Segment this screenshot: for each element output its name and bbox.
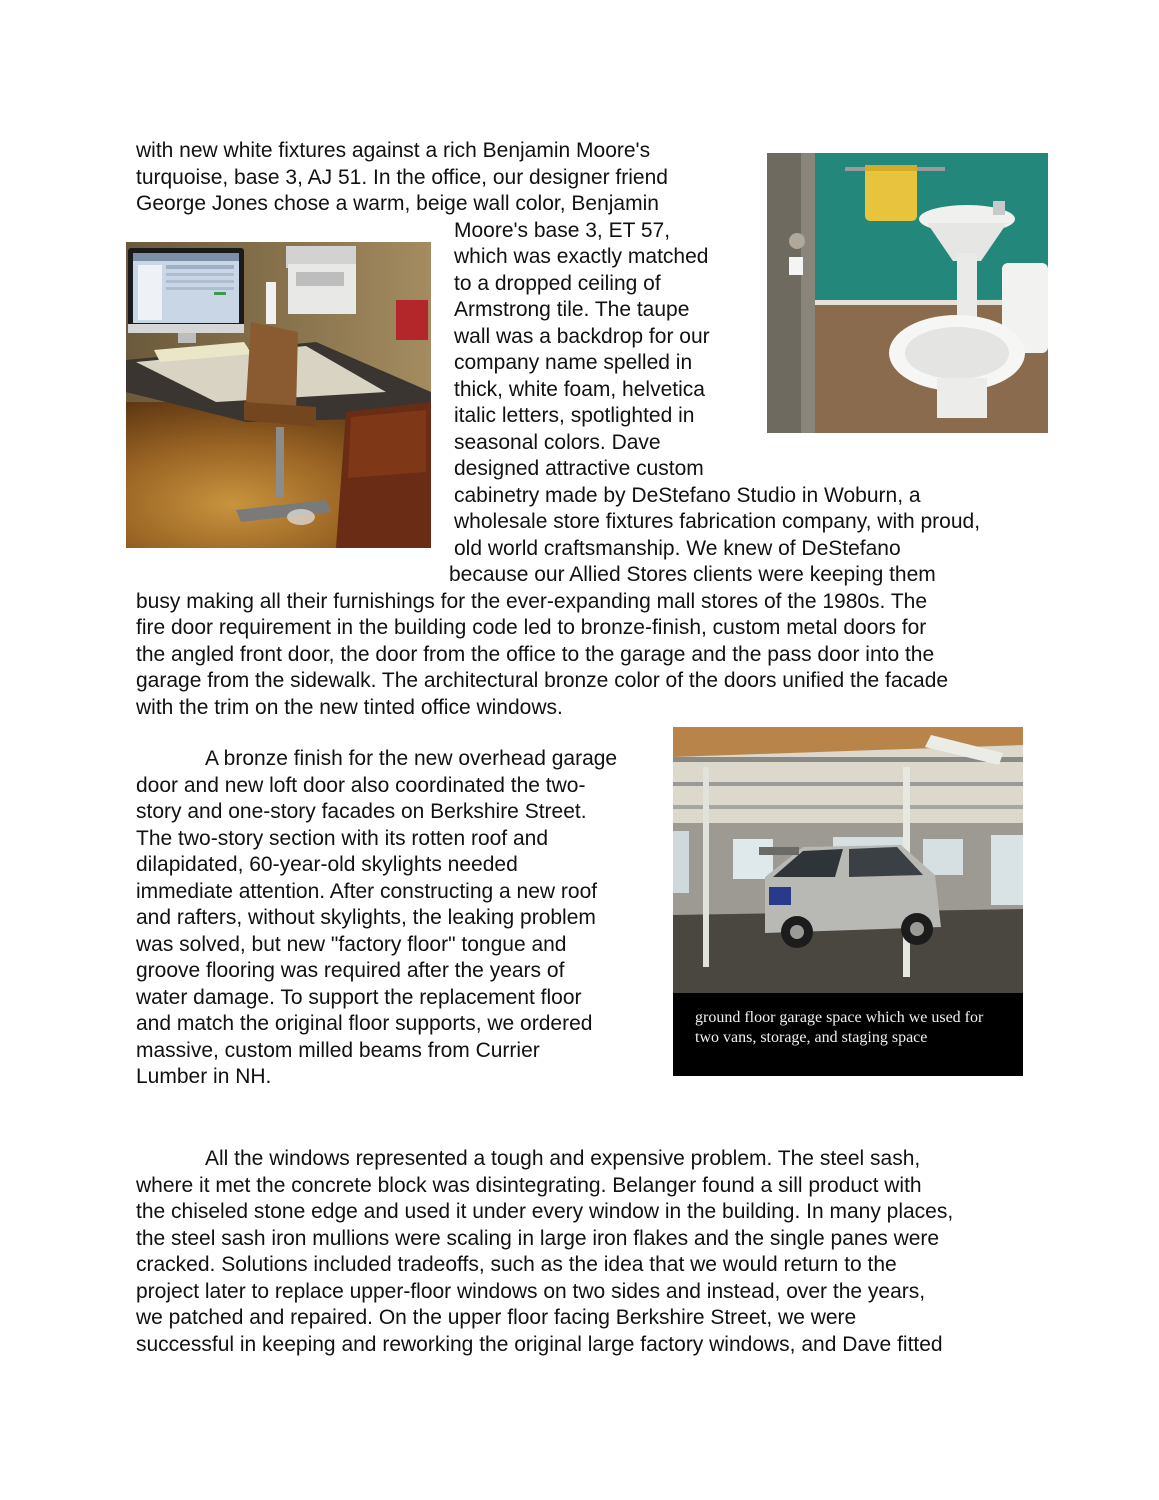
text-line: wall was a backdrop for our xyxy=(454,324,710,348)
text-line: the angled front door, the door from the office to the garage and the pass door into the xyxy=(136,642,935,666)
text-line: All the windows represented a tough and expensive problem. The steel sash, xyxy=(205,1147,921,1170)
text-line: with new white fixtures against a rich Benjamin Moore's xyxy=(136,139,651,162)
office-desk-photo xyxy=(126,242,431,548)
text-line: cracked. Solutions included tradeoffs, such as the idea that we would return to the xyxy=(136,1253,897,1276)
text-line: the chiseled stone edge and used it under every window in the building. In many places, xyxy=(136,1200,954,1223)
caption-line: ground floor garage space which we used for xyxy=(695,1009,984,1026)
text-line: cabinetry made by DeStefano Studio in Woburn, a xyxy=(454,483,921,507)
text-line: Moore's base 3, ET 57, xyxy=(454,218,671,242)
caption-line: two vans, storage, and staging space xyxy=(695,1029,928,1046)
text-line: groove flooring was required after the years of xyxy=(136,959,565,982)
text-line: old world craftsmanship. We knew of DeStefano xyxy=(454,536,901,560)
text-line: to a dropped ceiling of xyxy=(454,271,661,295)
text-line: the steel sash iron mullions were scaling in large iron flakes and the single panes were xyxy=(136,1226,940,1250)
text-line: and rafters, without skylights, the leaking problem xyxy=(136,906,596,929)
text-line: we patched and repaired. On the upper floor facing Berkshire Street, we were xyxy=(136,1306,857,1329)
text-line: story and one-story facades on Berkshire Street. xyxy=(136,800,587,823)
text-line: water damage. To support the replacement floor xyxy=(136,985,582,1009)
text-line: turquoise, base 3, AJ 51. In the office, our designer friend xyxy=(136,165,668,189)
text-line: garage from the sidewalk. The architectural bronze color of the doors unified the facade xyxy=(136,669,949,692)
text-line: company name spelled in xyxy=(454,351,693,374)
text-line: dilapidated, 60-year-old skylights needed xyxy=(136,853,518,876)
text-line: massive, custom milled beams from Currier xyxy=(136,1038,540,1062)
text-line: successful in keeping and reworking the original large factory windows, and Dave fitted xyxy=(136,1332,943,1356)
text-line: and match the original floor supports, we ordered xyxy=(136,1012,593,1035)
text-line: designed attractive custom xyxy=(454,457,704,480)
text-line: was solved, but new "factory floor" tongue and xyxy=(136,932,567,956)
text-line: which was exactly matched xyxy=(454,245,709,268)
text-line: fire door requirement in the building code led to bronze-finish, custom metal doors for xyxy=(136,616,927,639)
text-line: wholesale store fixtures fabrication company, with proud, xyxy=(454,510,981,533)
text-line: seasonal colors. Dave xyxy=(454,430,661,454)
text-line: immediate attention. After constructing a new roof xyxy=(136,879,598,903)
text-line: with the trim on the new tinted office windows. xyxy=(136,695,563,719)
text-line: The two-story section with its rotten roof and xyxy=(136,826,549,850)
text-line: because our Allied Stores clients were keeping them xyxy=(449,563,936,586)
text-line: thick, white foam, helvetica xyxy=(454,377,705,401)
bathroom-photo xyxy=(767,153,1048,433)
text-line: Armstrong tile. The taupe xyxy=(454,298,690,321)
garage-photo xyxy=(673,727,1023,993)
text-line: door and new loft door also coordinated the two- xyxy=(136,773,586,797)
text-line: A bronze finish for the new overhead garage xyxy=(205,747,618,770)
text-line: George Jones chose a warm, beige wall color, Benjamin xyxy=(136,192,659,215)
text-line: project later to replace upper-floor windows on two sides and instead, over the years, xyxy=(136,1279,926,1303)
text-line: italic letters, spotlighted in xyxy=(454,404,695,427)
text-line: Lumber in NH. xyxy=(136,1065,272,1088)
text-line: busy making all their furnishings for the ever-expanding mall stores of the 1980s. The xyxy=(136,589,928,613)
text-line: where it met the concrete block was disintegrating. Belanger found a sill product with xyxy=(136,1173,922,1197)
garage-photo-caption xyxy=(673,993,1023,1076)
